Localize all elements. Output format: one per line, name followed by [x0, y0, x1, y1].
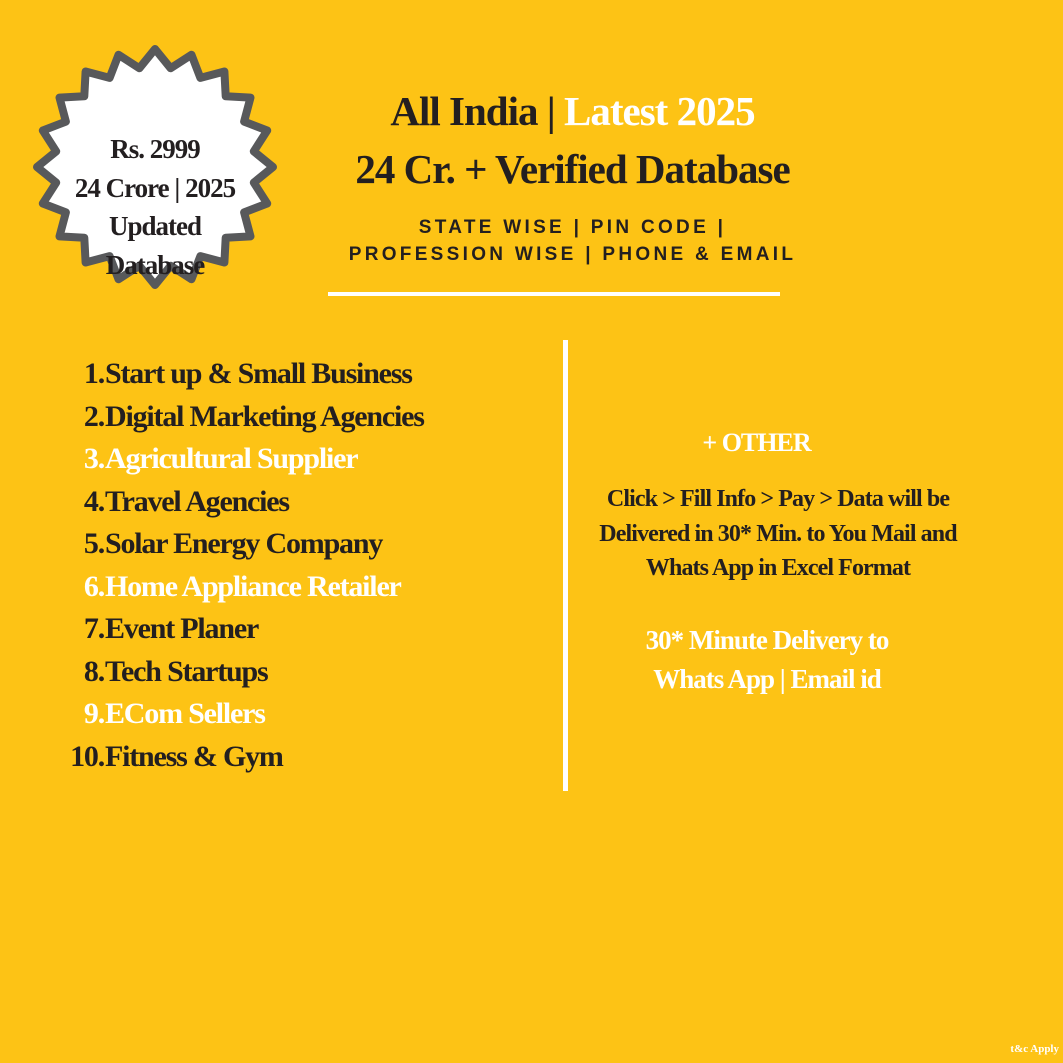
service-number: 10. — [70, 739, 104, 773]
service-label: Digital Marketing Agencies — [105, 399, 424, 433]
tagline-line-1: STATE WISE | PIN CODE | — [418, 217, 727, 238]
headline-line-1 — [300, 82, 845, 140]
service-label: Event Planer — [105, 612, 259, 645]
service-item — [60, 523, 424, 566]
service-number: 5. — [83, 527, 104, 560]
price-badge — [28, 40, 282, 294]
badge-updated: Updated — [108, 211, 202, 241]
steps-line-2: Delivered in 30* Min. to You Mail and — [599, 520, 957, 547]
other-label: + OTHER — [702, 428, 811, 457]
service-number: 3. — [83, 442, 104, 475]
service-item — [60, 693, 424, 736]
service-item — [60, 396, 424, 439]
headline-region: All India | — [390, 88, 565, 134]
headline-underline — [328, 292, 780, 296]
order-steps — [572, 482, 984, 586]
service-item — [60, 353, 424, 396]
delivery-note — [600, 621, 934, 699]
headline-line-2: 24 Cr. + Verified Database — [355, 146, 790, 192]
delivery-line-2: Whats App | Email id — [653, 664, 881, 694]
tagline — [300, 214, 845, 268]
terms-footnote: t&c Apply — [1010, 1043, 1059, 1055]
badge-size-year: 24 Crore | 2025 — [74, 172, 236, 203]
badge-price: Rs. 2999 — [110, 134, 200, 164]
service-item — [60, 438, 424, 481]
service-label: Start up & Small Business — [105, 357, 412, 390]
service-item — [60, 608, 424, 651]
service-label: Travel Agencies — [105, 484, 289, 518]
service-number: 8. — [83, 654, 104, 688]
service-number: 1. — [83, 357, 104, 390]
service-list — [60, 353, 424, 778]
steps-line-3: Whats App in Excel Format — [645, 555, 911, 581]
service-item — [60, 736, 424, 779]
delivery-line-1: 30* Minute Delivery to — [645, 625, 889, 655]
steps-line-1: Click > Fill Info > Pay > Data will be — [606, 486, 950, 512]
service-label: Tech Startups — [105, 654, 268, 688]
service-label: Solar Energy Company — [105, 527, 383, 560]
service-number: 7. — [83, 612, 104, 645]
service-label: Fitness & Gym — [105, 739, 283, 773]
service-label: ECom Sellers — [105, 697, 265, 730]
service-number: 4. — [83, 484, 104, 518]
badge-database: Database — [105, 249, 205, 280]
service-label: Home Appliance Retailer — [105, 569, 401, 603]
service-number: 6. — [83, 569, 104, 603]
tagline-line-2: PROFESSION WISE | PHONE & EMAIL — [348, 244, 797, 265]
badge-text — [28, 130, 282, 284]
service-item — [60, 566, 424, 609]
service-item — [60, 481, 424, 524]
vertical-divider — [563, 340, 568, 791]
service-number: 2. — [83, 399, 104, 433]
service-label: Agricultural Supplier — [105, 442, 358, 475]
service-number: 9. — [83, 697, 104, 730]
headline-year: Latest 2025 — [564, 88, 755, 134]
service-item — [60, 651, 424, 694]
headline — [300, 82, 845, 198]
